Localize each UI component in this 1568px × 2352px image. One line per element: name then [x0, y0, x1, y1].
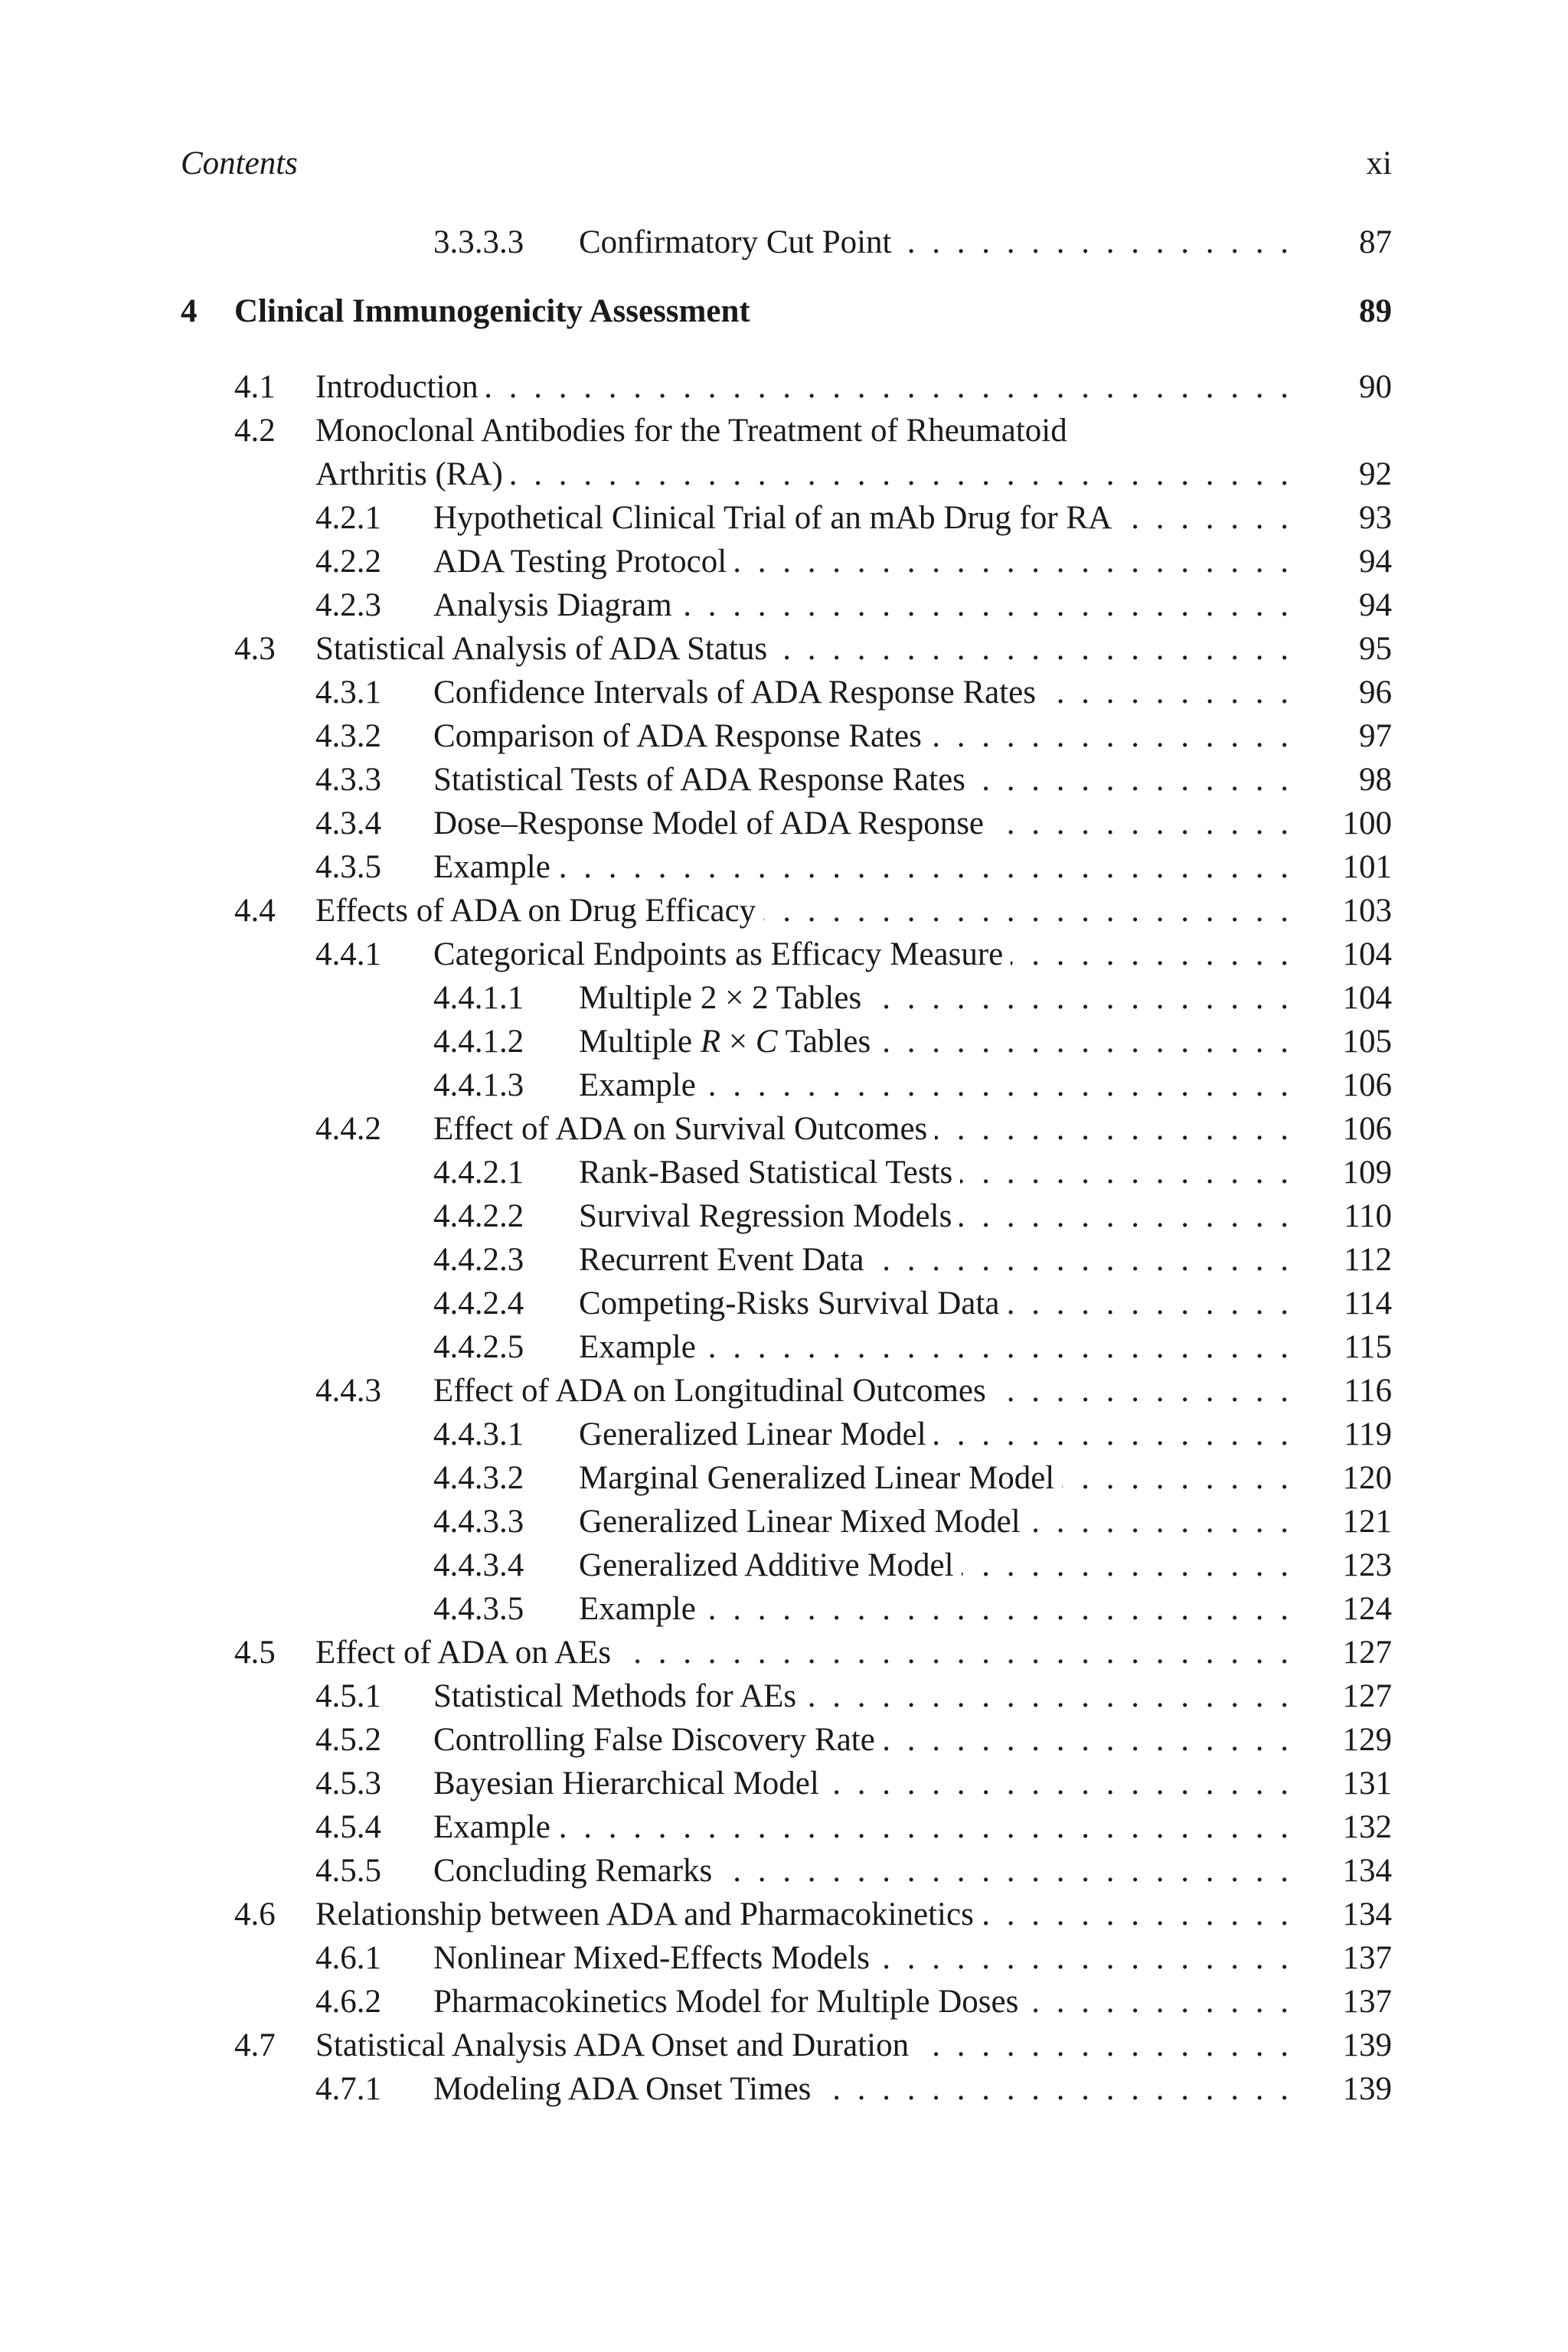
toc-entry-page-number: 94	[1359, 587, 1392, 623]
toc-entry-page-number: 119	[1344, 1416, 1392, 1452]
toc-entry[interactable]	[181, 1587, 1392, 1631]
toc-entry-number: 4.2	[234, 413, 276, 449]
toc-entry[interactable]	[181, 1893, 1392, 1936]
toc-entry[interactable]	[181, 496, 1392, 540]
toc-entry[interactable]	[181, 1413, 1392, 1456]
toc-entry-title: Example	[433, 849, 558, 885]
toc-entry-title: Hypothetical Clinical Trial of an mAb Drug for RA	[433, 500, 1119, 536]
toc-entry-number: 4	[181, 293, 198, 329]
toc-entry[interactable]	[181, 1544, 1392, 1587]
toc-entry-page-number: 95	[1359, 631, 1392, 667]
toc-entry-page-number: 116	[1344, 1373, 1392, 1409]
toc-entry-number: 4.4.2.4	[433, 1285, 524, 1321]
toc-entry-page-number: 93	[1359, 500, 1392, 536]
toc-entry-page-number: 112	[1344, 1242, 1392, 1278]
toc-entry-title: Controlling False Discovery Rate	[433, 1722, 883, 1758]
toc-entry-page-number: 124	[1342, 1591, 1392, 1627]
toc-entry-number: 4.7.1	[315, 2071, 381, 2107]
toc-entry[interactable]	[181, 758, 1392, 802]
toc-entry-title: Monoclonal Antibodies for the Treatment of Rheumatoid	[315, 413, 1075, 449]
toc-entry-number: 4.4.1.3	[433, 1067, 524, 1103]
toc-entry-title: Analysis Diagram	[433, 587, 680, 623]
toc-entry[interactable]	[181, 1762, 1392, 1805]
toc-entry-page-number: 123	[1342, 1547, 1392, 1583]
toc-entry-title: Example	[579, 1067, 704, 1103]
toc-entry-continuation[interactable]	[181, 452, 1392, 496]
toc-entry-page-number: 101	[1342, 849, 1392, 885]
toc-entry[interactable]	[181, 365, 1392, 409]
toc-entry-number: 4.3.2	[315, 718, 381, 754]
toc-entry-page-number: 94	[1359, 544, 1392, 580]
toc-entry-number: 4.4.3.4	[433, 1547, 524, 1583]
toc-entry-page-number: 109	[1342, 1155, 1392, 1191]
toc-entry-title: Bayesian Hierarchical Model	[433, 1766, 827, 1802]
toc-entry-page-number: 127	[1342, 1678, 1392, 1714]
toc-entry-title: Multiple 2 × 2 Tables	[579, 980, 869, 1016]
toc-entry[interactable]	[181, 671, 1392, 714]
toc-entry-title: Example	[433, 1809, 558, 1845]
toc-entry-number: 4.4.3.2	[433, 1460, 524, 1496]
toc-entry-page-number: 120	[1342, 1460, 1392, 1496]
toc-entry-page-number: 106	[1342, 1067, 1392, 1103]
toc-entry[interactable]	[181, 1718, 1392, 1762]
toc-entry-number: 4.4.3	[315, 1373, 381, 1409]
toc-entry-number: 4.4	[234, 893, 276, 929]
toc-entry-number: 4.6.2	[315, 1984, 381, 2020]
toc-entry-number: 4.5.5	[315, 1853, 381, 1889]
toc-entry-number: 4.2.1	[315, 500, 381, 536]
toc-entry-number: 4.4.2	[315, 1111, 381, 1147]
toc-entry[interactable]	[181, 409, 1392, 452]
toc-entry[interactable]	[181, 1674, 1392, 1718]
toc-entry[interactable]	[181, 1020, 1392, 1063]
toc-entry-title-continued: Arthritis (RA)	[315, 456, 511, 492]
toc-entry-number: 4.4.2.2	[433, 1198, 524, 1234]
toc-entry-page-number: 139	[1342, 2027, 1392, 2063]
toc-entry-page-number: 96	[1359, 675, 1392, 710]
toc-entry-number: 4.4.1.1	[433, 980, 524, 1016]
toc-entry-page-number: 97	[1359, 718, 1392, 754]
toc-entry[interactable]	[181, 1194, 1392, 1238]
toc-entry[interactable]	[181, 889, 1392, 933]
toc-entry[interactable]	[181, 714, 1392, 758]
toc-entry-number: 4.6	[234, 1896, 276, 1932]
toc-entry-title: Statistical Tests of ADA Response Rates	[433, 762, 973, 798]
toc-entry[interactable]	[181, 1063, 1392, 1107]
toc-entry[interactable]	[181, 1282, 1392, 1325]
toc-entry-title: Generalized Linear Model	[579, 1416, 934, 1452]
toc-entry-title: Survival Regression Models	[579, 1198, 959, 1234]
toc-chapter-entry[interactable]	[181, 281, 1392, 342]
toc-entry-number: 4.4.3.1	[433, 1416, 524, 1452]
toc-entry[interactable]	[181, 1456, 1392, 1500]
toc-entry-number: 4.4.2.3	[433, 1242, 524, 1278]
toc-entry-title: Introduction	[315, 369, 486, 405]
toc-entry-title: Competing-Risks Survival Data	[579, 1285, 1007, 1321]
toc-entry-page-number: 92	[1359, 456, 1392, 492]
toc-entry-page-number: 105	[1342, 1024, 1392, 1060]
running-header-page-number: xi	[1366, 145, 1392, 181]
toc-entry-title: Effect of ADA on AEs	[315, 1635, 619, 1671]
toc-entry-title: Effects of ADA on Drug Efficacy	[315, 893, 763, 929]
toc-entry-page-number: 89	[1359, 293, 1392, 329]
toc-entry-title: Clinical Immunogenicity Assessment	[234, 293, 758, 329]
toc-entry-page-number: 90	[1359, 369, 1392, 405]
toc-entry[interactable]	[181, 2067, 1392, 2111]
toc-entry[interactable]	[181, 1849, 1392, 1893]
toc-entry-number: 4.5	[234, 1635, 276, 1671]
toc-entry-title: Nonlinear Mixed-Effects Models	[433, 1940, 877, 1976]
toc-entry-title: Dose–Response Model of ADA Response	[433, 805, 991, 841]
toc-entry-number: 4.2.2	[315, 544, 381, 580]
toc-entry-page-number: 98	[1359, 762, 1392, 798]
toc-entry-title: Modeling ADA Onset Times	[433, 2071, 818, 2107]
toc-entry-number: 4.4.1.2	[433, 1024, 524, 1060]
toc-entry-title: Statistical Analysis of ADA Status	[315, 631, 775, 667]
toc-entry-title: Rank-Based Statistical Tests	[579, 1155, 960, 1191]
toc-entry-title: Example	[579, 1591, 704, 1627]
toc-entry-number: 4.3	[234, 631, 276, 667]
toc-entry-page-number: 132	[1342, 1809, 1392, 1845]
toc-entry-number: 4.4.3.3	[433, 1504, 524, 1540]
toc-entry[interactable]	[181, 976, 1392, 1020]
toc-entry[interactable]	[181, 1631, 1392, 1674]
toc-entry[interactable]	[181, 845, 1392, 889]
toc-entry-page-number: 87	[1359, 224, 1392, 260]
toc-entry-page-number: 121	[1342, 1504, 1392, 1540]
toc-entry-page-number: 134	[1342, 1853, 1392, 1889]
toc-entry-number: 4.5.1	[315, 1678, 381, 1714]
toc-entry[interactable]	[181, 1936, 1392, 1980]
toc-entry[interactable]	[181, 1325, 1392, 1369]
toc-entry[interactable]	[181, 1805, 1392, 1849]
toc-entry-title: Categorical Endpoints as Efficacy Measure	[433, 936, 1011, 972]
toc-entry-page-number: 104	[1342, 980, 1392, 1016]
toc-entry-page-number: 114	[1344, 1285, 1392, 1321]
toc-entry-number: 4.4.2.5	[433, 1329, 524, 1365]
toc-entry-title: Example	[579, 1329, 704, 1365]
toc-entry[interactable]	[181, 2024, 1392, 2067]
toc-entry-page-number: 115	[1344, 1329, 1392, 1365]
toc-entry[interactable]	[181, 1369, 1392, 1413]
toc-entry[interactable]	[181, 627, 1392, 671]
toc-entry-number: 4.5.3	[315, 1766, 381, 1802]
toc-entry-number: 4.3.3	[315, 762, 381, 798]
toc-entry[interactable]	[181, 583, 1392, 627]
toc-entry-title: Generalized Additive Model	[579, 1547, 962, 1583]
table-of-contents	[181, 220, 1392, 2111]
toc-entry-title: Concluding Remarks	[433, 1853, 720, 1889]
toc-entry[interactable]	[181, 540, 1392, 583]
toc-entry-page-number: 137	[1342, 1940, 1392, 1976]
running-header-title: Contents	[181, 145, 298, 181]
toc-entry-number: 4.1	[234, 369, 276, 405]
toc-entry-title: Statistical Analysis ADA Onset and Duration	[315, 2027, 916, 2063]
toc-entry-title: Pharmacokinetics Model for Multiple Doses	[433, 1984, 1026, 2020]
toc-entry-title: Effect of ADA on Longitudinal Outcomes	[433, 1373, 994, 1409]
toc-entry[interactable]	[181, 933, 1392, 976]
toc-entry[interactable]	[181, 1980, 1392, 2024]
toc-entry[interactable]	[181, 1151, 1392, 1194]
toc-entry-page-number: 110	[1344, 1198, 1392, 1234]
toc-entry[interactable]	[181, 1238, 1392, 1282]
toc-entry-number: 4.2.3	[315, 587, 381, 623]
toc-entry-page-number: 106	[1342, 1111, 1392, 1147]
toc-entry[interactable]	[181, 1500, 1392, 1544]
toc-entry-number: 4.4.2.1	[433, 1155, 524, 1191]
toc-entry-page-number: 103	[1342, 893, 1392, 929]
toc-entry-number: 4.3.1	[315, 675, 381, 710]
toc-entry-page-number: 137	[1342, 1984, 1392, 2020]
running-header	[181, 142, 1392, 185]
toc-entry-number: 4.3.4	[315, 805, 381, 841]
toc-entry[interactable]	[181, 220, 1392, 264]
toc-entry-page-number: 127	[1342, 1635, 1392, 1671]
toc-entry[interactable]	[181, 1107, 1392, 1151]
toc-entry-title: Marginal Generalized Linear Model	[579, 1460, 1062, 1496]
toc-entry-number: 4.4.1	[315, 936, 381, 972]
toc-entry-title: Relationship between ADA and Pharmacokinetics	[315, 1896, 982, 1932]
toc-entry-page-number: 129	[1342, 1722, 1392, 1758]
toc-entry-title: Confidence Intervals of ADA Response Rates	[433, 675, 1044, 710]
toc-entry-number: 4.4.3.5	[433, 1591, 524, 1627]
toc-entry-page-number: 131	[1342, 1766, 1392, 1802]
toc-entry-title: Comparison of ADA Response Rates	[433, 718, 929, 754]
toc-entry-number: 4.5.2	[315, 1722, 381, 1758]
toc-entry-number: 4.6.1	[315, 1940, 381, 1976]
toc-entry-number: 3.3.3.3	[433, 224, 524, 260]
toc-entry-title: Generalized Linear Mixed Model	[579, 1504, 1028, 1540]
toc-entry-title: Effect of ADA on Survival Outcomes	[433, 1111, 935, 1147]
toc-entry[interactable]	[181, 802, 1392, 845]
toc-entry-page-number: 104	[1342, 936, 1392, 972]
toc-entry-number: 4.5.4	[315, 1809, 381, 1845]
toc-entry-title: Recurrent Event Data	[579, 1242, 872, 1278]
toc-entry-title: Confirmatory Cut Point	[579, 224, 900, 260]
toc-entry-title: Multiple R × C Tables	[579, 1024, 878, 1060]
toc-entry-page-number: 100	[1342, 805, 1392, 841]
toc-entry-number: 4.3.5	[315, 849, 381, 885]
toc-entry-title: ADA Testing Protocol	[433, 544, 734, 580]
toc-entry-title: Statistical Methods for AEs	[433, 1678, 804, 1714]
toc-entry-number: 4.7	[234, 2027, 276, 2063]
toc-entry-page-number: 134	[1342, 1896, 1392, 1932]
toc-entry-page-number: 139	[1342, 2071, 1392, 2107]
